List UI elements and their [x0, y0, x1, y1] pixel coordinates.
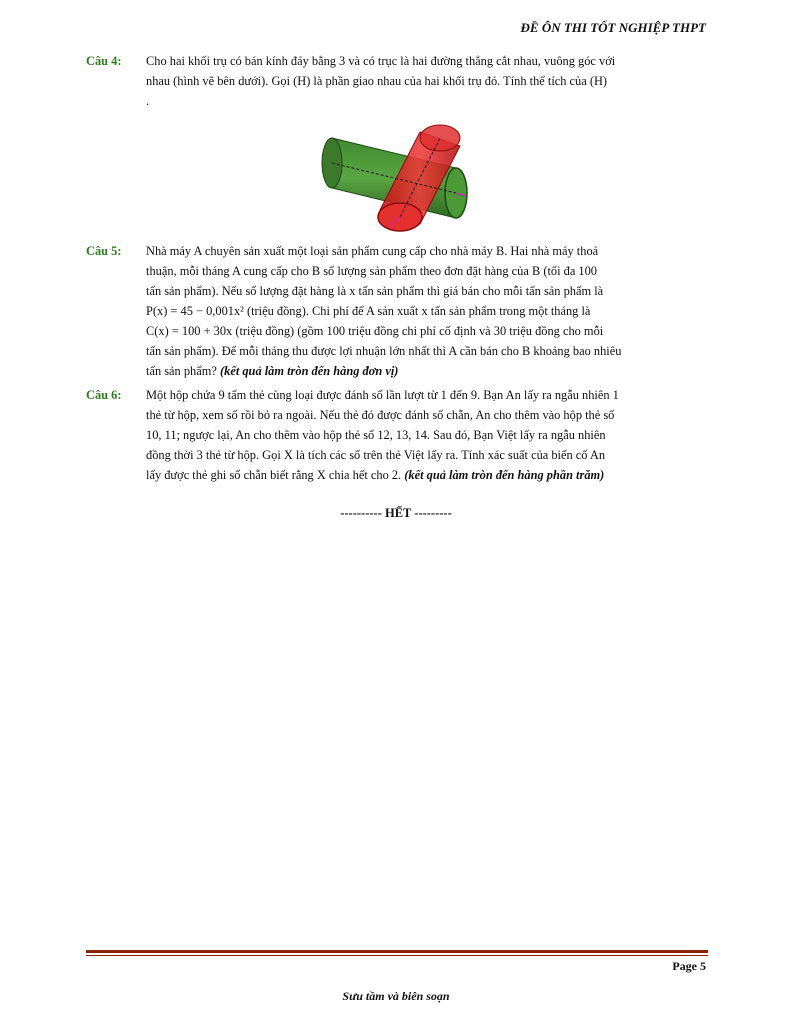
question-line: Một hộp chứa 9 tấm thẻ cùng loại được đánh số lần lượt từ 1 đến 9. Bạn An lấy ra ngẫu nhiên 1 [146, 388, 619, 402]
question-line: tấn sản phẩm). Để mỗi tháng thu được lợi nhuận lớn nhất thì A cần bán cho B khoảng bao nhiêu [146, 344, 622, 358]
page-number: Page 5 [672, 959, 706, 973]
question-label: Câu 6: [86, 388, 122, 402]
question-4 [86, 51, 708, 111]
question-line: tấn sản phẩm? [146, 364, 217, 378]
footer-rule [86, 950, 708, 953]
end-marker: ---------- HẾT --------- [340, 506, 452, 520]
question-line: Nhà máy A chuyên sản xuất một loại sản phẩm cung cấp cho nhà máy B. Hai nhà máy thoả [146, 244, 599, 258]
question-line: nhau (hình vẽ bên dưới). Gọi (H) là phần giao nhau của hai khối trụ đó. Tính thể tích của (H) [146, 74, 608, 88]
page-header-title: ĐỀ ÔN THI TỐT NGHIỆP THPT [520, 20, 706, 35]
intersecting-cylinders-figure [318, 114, 474, 236]
question-line: P(x) = 45 − 0,001x² (triệu đồng). Chi phí để A sản xuất x tấn sản phẩm trong một tháng là [146, 304, 591, 318]
question-line: tấn sản phẩm). Nếu số lượng đặt hàng là x tấn sản phẩm thì giá bán cho mỗi tấn sản phẩm là [146, 284, 604, 298]
question-line: đồng thời 3 thẻ từ hộp. Gọi X là tích các số trên thẻ Việt lấy ra. Tính xác suất của biến cố An [146, 448, 606, 462]
question-line: 10, 11; ngược lại, An cho thêm vào hộp thẻ số 12, 13, 14. Sau đó, Bạn Việt lấy ra ngẫu nhiên [146, 428, 606, 442]
question-6 [86, 385, 708, 485]
question-5 [86, 241, 708, 381]
question-label: Câu 4: [86, 54, 122, 68]
question-label: Câu 5: [86, 244, 122, 258]
question-line: thẻ từ hộp, xem số rồi bỏ ra ngoài. Nếu thẻ đó được đánh số chẵn, An cho thêm vào hộp thẻ số [146, 408, 615, 422]
question-line: . [146, 94, 150, 108]
question-line: Cho hai khối trụ có bán kính đáy bằng 3 và có trục là hai đường thẳng cắt nhau, vuông góc với [146, 54, 616, 68]
question-line: C(x) = 100 + 30x (triệu đồng) (gồm 100 triệu đồng chi phí cố định và 30 triệu đồng cho mỗi [146, 324, 604, 338]
question-line: lấy được thẻ ghi số chẵn biết rằng X chia hết cho 2. [146, 468, 402, 482]
rounding-note: (kết quả làm tròn đến hàng đơn vị) [220, 364, 399, 378]
rounding-note: (kết quả làm tròn đến hàng phần trăm) [404, 468, 605, 482]
question-line: thuận, mỗi tháng A cung cấp cho B số lượng sản phẩm theo đơn đặt hàng của B (tối đa 100 [146, 264, 598, 278]
footer-rule-thin [86, 955, 708, 956]
footer-credit: Sưu tầm và biên soạn [342, 989, 450, 1003]
